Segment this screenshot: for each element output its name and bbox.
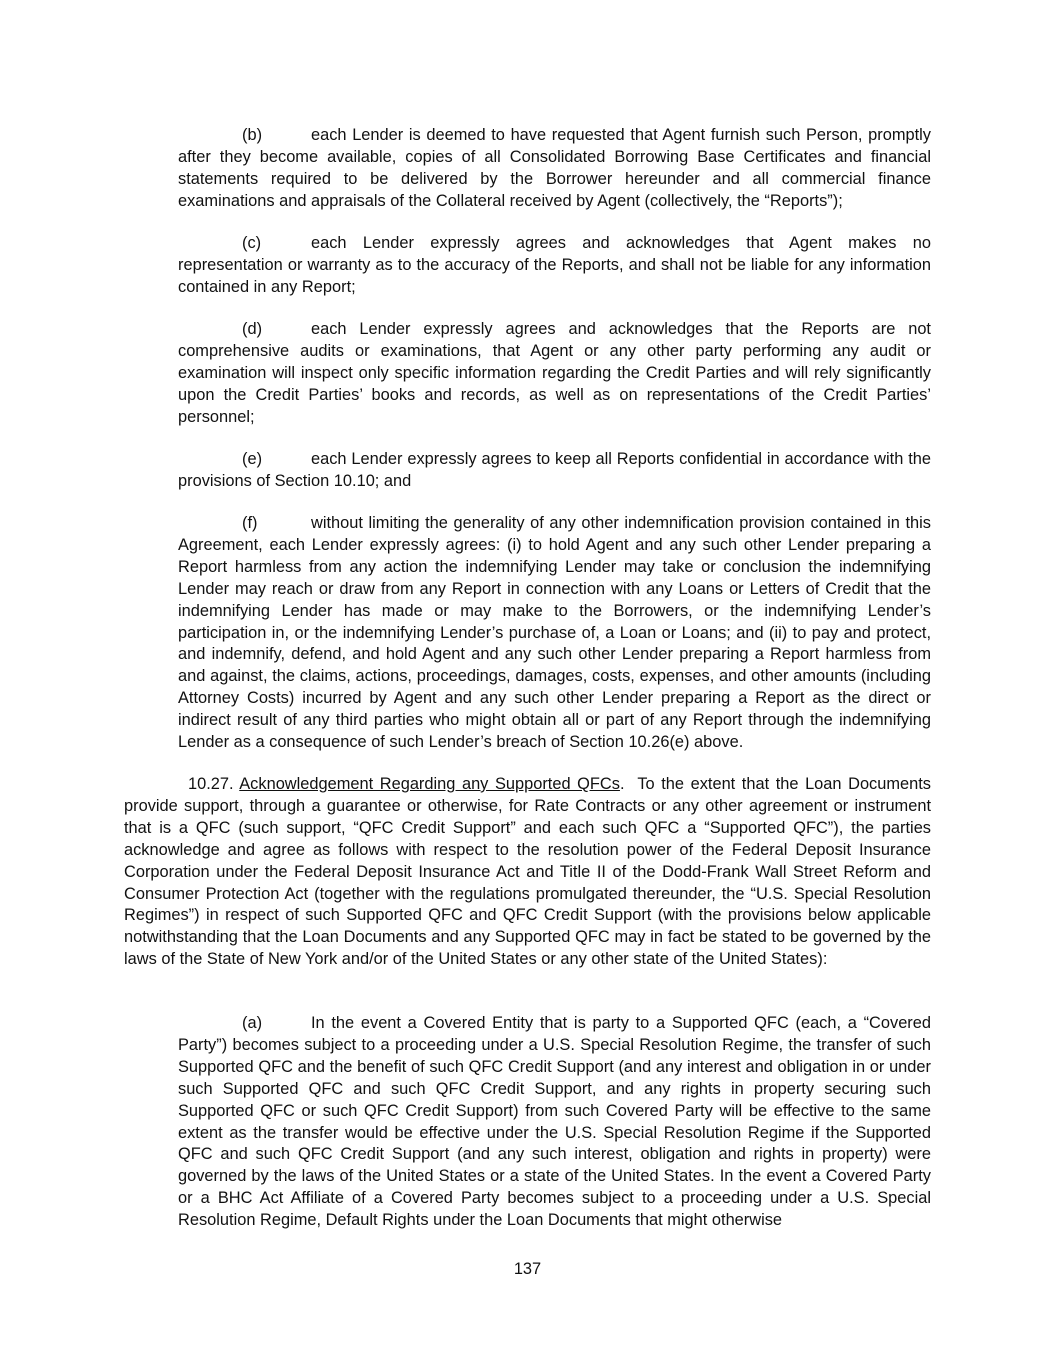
subsection-a — [178, 1013, 931, 1232]
subsection-marker: (a) — [242, 1014, 263, 1032]
clause-b — [178, 125, 931, 213]
section-heading: Acknowledgement Regarding any Supported QFCs — [239, 775, 620, 793]
clause-marker: (c) — [242, 234, 262, 252]
clause-marker: (f) — [242, 514, 258, 532]
clause-text: each Lender expressly agrees and acknowledges that the Reports are not comprehensive audits or examinations, that Agent or any other party performing any audit or examination will inspect only specific information regarding the Credit Parties and will rely significantly upon the Credit Parties’ books and records, as well as on representations of the Credit Parties’ personnel; — [178, 320, 931, 426]
clause-text: each Lender expressly agrees to keep all Reports confidential in accordance with the provisions of Section 10.10; and — [178, 450, 931, 490]
clause-text: each Lender is deemed to have requested that Agent furnish such Person, promptly after they become available, copies of all Consolidated Borrowing Base Certificates and financial statements required to be delivered by the Borrower hereunder and all commercial finance examinations and appraisals of the Collateral received by Agent (collectively, the “Reports”); — [178, 126, 931, 210]
clause-marker: (d) — [242, 320, 263, 338]
section-text: To the extent that the Loan Documents provide support, through a guarantee or otherwise, for Rate Contracts or any other agreement or instrument that is a QFC (such support, “QFC Credit Support” and each such QFC a “Supported QFC”), the parties acknowledge and agree as follows with respect to the resolution power of the Federal Deposit Insurance Corporation under the Federal Deposit Insurance Act and Title II of the Dodd-Frank Wall Street Reform and Consumer Protection Act (together with the regulations promulgated thereunder, the “U.S. Special Resolution Regimes”) in respect of such Supported QFC and QFC Credit Support (with the provisions below applicable notwithstanding that the Loan Documents and any Supported QFC may in fact be stated to be governed by the laws of the State of New York and/or of the United States or any other state of the United States): — [124, 775, 931, 969]
clause-d — [178, 319, 931, 429]
clause-text: each Lender expressly agrees and acknowledges that Agent makes no representation or warranty as to the accuracy of the Reports, and shall not be liable for any information contained in any Report; — [178, 234, 931, 296]
clause-e — [178, 449, 931, 493]
page-number: 137 — [513, 1260, 542, 1278]
section-10-27 — [124, 774, 931, 971]
subsection-text: In the event a Covered Entity that is party to a Supported QFC (each, a “Covered Party”) becomes subject to a proceeding under a U.S. Special Resolution Regime, the transfer of such Supported QFC and the benefit of such QFC Credit Support (and any interest and obligation in or under such Supported QFC and such QFC Credit Support, and any rights in property securing such Supported QFC or such QFC Credit Support) from such Covered Party will be effective to the same extent as the transfer would be effective under the U.S. Special Resolution Regime if the Supported QFC and such QFC Credit Support (and any such interest, obligation and rights in property) were governed by the laws of the United States or a state of the United States. In the event a Covered Party or a BHC Act Affiliate of a Covered Party becomes subject to a proceeding under a U.S. Special Resolution Regime, Default Rights under the Loan Documents that might otherwise — [178, 1014, 931, 1230]
clause-marker: (e) — [242, 450, 263, 468]
section-heading-period: . — [619, 775, 625, 793]
clause-c — [178, 233, 931, 299]
clause-text: without limiting the generality of any other indemnification provision contained in this Agreement, each Lender expressly agrees: (i) to hold Agent and any such other Lender preparing a Report harmless from any action the indemnifying Lender may take or conclusion the indemnifying Lender may reach or draw from any Report in connection with any Loans or Letters of Credit that the indemnifying Lender has made or may make to the Borrowers, or the indemnifying Lender’s participation in, or the indemnifying Lender’s purchase of, a Loan or Loans; and (ii) to pay and protect, and indemnify, defend, and hold Agent and any such other Lender preparing a Report harmless from and against, the claims, actions, proceedings, damages, costs, expenses, and other amounts (including Attorney Costs) incurred by Agent and any such other Lender preparing a Report as the direct or indirect result of any third parties who might obtain all or part of any Report through the indemnifying Lender as a consequence of such Lender’s breach of Section 10.26(e) above. — [178, 514, 931, 752]
clause-marker: (b) — [242, 126, 263, 144]
section-number: 10.27. — [188, 775, 234, 793]
clause-f — [178, 513, 931, 754]
